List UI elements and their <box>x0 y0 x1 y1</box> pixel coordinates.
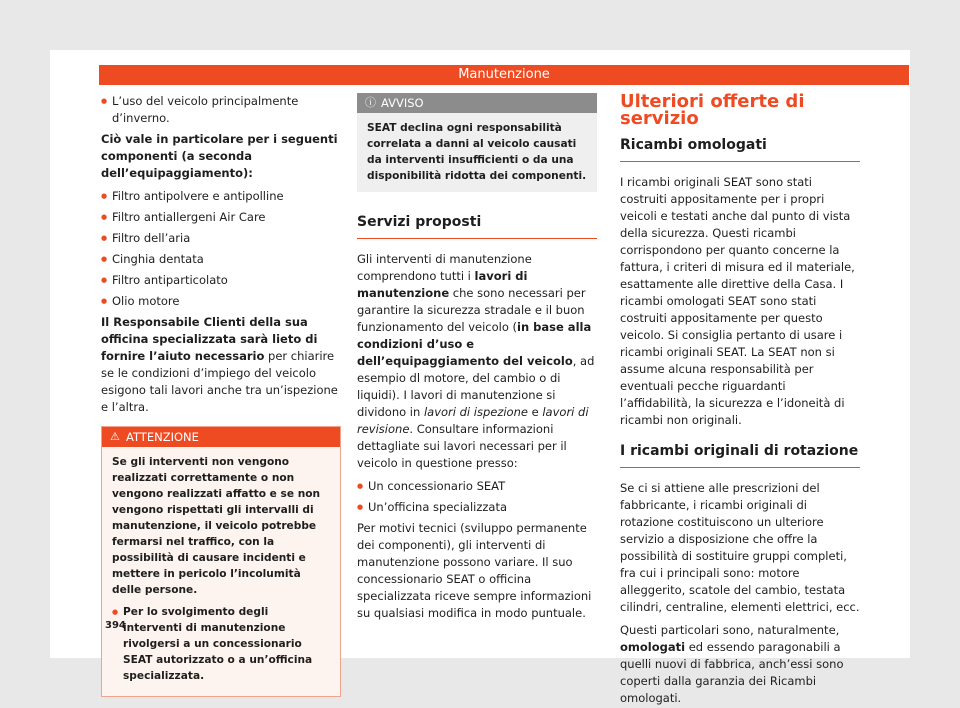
info-circle-icon: ⓘ <box>365 96 376 109</box>
page-number: 394 <box>105 620 126 631</box>
list-item: ● L’uso del veicolo principalmente d’inverno. <box>101 93 341 127</box>
warning-header: ⚠ ATTENZIONE <box>102 427 340 447</box>
list-item: ● Filtro antiallergeni Air Care <box>101 209 341 226</box>
column-3 <box>620 93 860 708</box>
list-item: ● Filtro dell’aria <box>101 230 341 247</box>
warning-text: Se gli interventi non vengono realizzati correttamente o non vengono realizzati affatto e se non vengono rispettati gli intervalli di manutenzione, il veicolo potrebbe fermarsi nel traffico, con la possibilità di causare incidenti e mettere in pericolo l’incolumità delle persone. <box>112 456 321 596</box>
subsection-title: I ricambi originali di rotazione <box>620 443 860 468</box>
notice-box <box>357 93 597 192</box>
approved-paragraph: Questi particolari sono, naturalmente, omologati ed essendo paragonabili a quelli nuovi di fabbrica, anch’essi sono coperti dalla garanzia dei Ricambi omologati. <box>620 623 844 705</box>
list-item: ● Olio motore <box>101 293 341 310</box>
notice-header: ⓘ AVVISO <box>357 93 597 113</box>
warning-triangle-icon: ⚠ <box>110 430 120 443</box>
service-paragraph: Il Responsabile Clienti della sua officina specializzata sarà lieto di fornire l’aiuto necessario per chiarire se le condizioni d’impiego del veicolo esigono tali lavori anche tra un’ispezione e l’altra. <box>101 315 338 414</box>
components-list <box>101 188 341 310</box>
list-item: ● Filtro antiparticolato <box>101 272 341 289</box>
warning-box <box>101 426 341 697</box>
notice-text: SEAT declina ogni responsabilità correlata a danni al veicolo causati da interventi insufficienti o da una disponibilità ridotta dei componenti. <box>367 122 587 182</box>
list-item: ● Un’officina specializzata <box>357 499 597 516</box>
subsection-title: Ricambi omologati <box>620 137 860 162</box>
section-header: Manutenzione <box>99 65 909 85</box>
column-2 <box>357 93 597 628</box>
parts-paragraph: I ricambi originali SEAT sono stati costruiti appositamente per i propri veicoli e testati anche dal punto di vista della sicurezza. Questi ricambi corrispondono per quanto concerne la fattura, i criteri di misura ed il materiale, esattamente alle direttive della Casa. I ricambi omologati SEAT sono stati costruiti appositamente per questo veicolo. Si consiglia pertanto di usare i ricambi originali SEAT. La SEAT non si assume alcuna responsabilità per eventuali pecche riguardanti l’affidabilità, la sicurezza e l’idoneità di ricambi non originali. <box>620 175 855 427</box>
list-item: ● Per lo svolgimento degli interventi di manutenzione rivolgersi a un concessionario SEAT autorizzato o a un’officina specializzata. <box>112 604 330 684</box>
technical-paragraph: Per motivi tecnici (sviluppo permanente dei componenti), gli interventi di manutenzione possono variare. Il suo concessionario SEAT o officina specializzata riceve sempre informazioni su qualsiasi modifica in modo puntuale. <box>357 521 592 620</box>
column-1 <box>101 93 341 697</box>
rotation-paragraph: Se ci si attiene alle prescrizioni del fabbricante, i ricambi originali di rotazione costituiscono un ulteriore servizio a disposizione che offre la possibilità di sostituire gruppi completi, fra cui i principali sono: motore alleggerito, scatole del cambio, testata cilindri, centraline, elementi elettrici, ecc. <box>620 481 860 614</box>
services-paragraph: Gli interventi di manutenzione comprendono tutti i lavori di manutenzione che sono necessari per garantire la sicurezza stradale e il buon funzionamento del veicolo (in base alla condizioni d’uso e dell’equipaggiamento del veicolo, ad esempio dl motore, del cambio o di liquidi). I lavori di manutenzione si dividono in lavori di ispezione e lavori di revisione. Consultare informazioni dettagliate sui lavori necessari per il veicolo in questione presso: <box>357 252 595 470</box>
list-item: ● Cinghia dentata <box>101 251 341 268</box>
dealer-list <box>357 478 597 516</box>
list-item: ● Un concessionario SEAT <box>357 478 597 495</box>
components-intro: Ciò vale in particolare per i seguenti componenti (a seconda dell’equipaggiamento): <box>101 132 338 180</box>
section-title: Servizi proposti <box>357 214 597 239</box>
page <box>50 50 910 705</box>
list-item: ● Filtro antipolvere e antipolline <box>101 188 341 205</box>
chapter-title: Ulteriori offerte di servizio <box>620 91 805 129</box>
